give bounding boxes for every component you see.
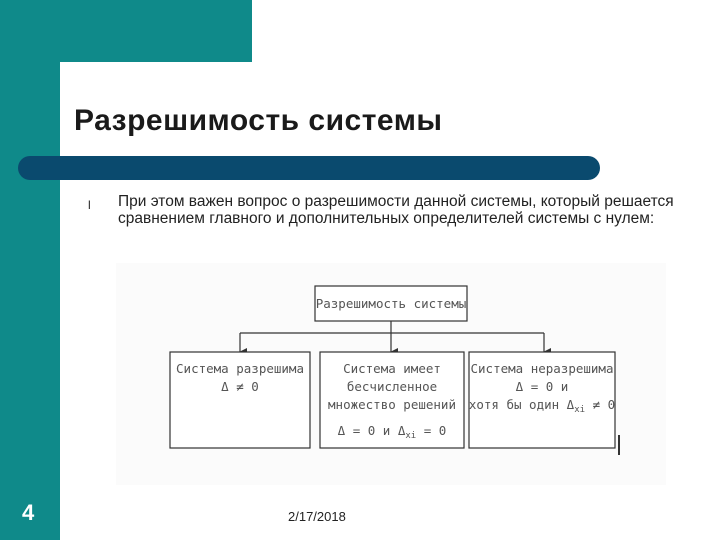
slide-date: 2/17/2018 xyxy=(288,509,346,524)
middle-box-line-4: Δ = 0 и $\Delta_{xi} = 0$ xyxy=(337,423,447,441)
middle-box-line-2: бесчисленное xyxy=(346,379,438,394)
right-box-line-1: Система неразрешима xyxy=(470,361,614,376)
title-underline-bar xyxy=(18,156,600,180)
right-box-line-2: Δ = 0 и xyxy=(515,379,569,394)
slide-title: Разрешимость системы xyxy=(74,104,443,137)
right-box-line-3: хотя бы один $\Delta_{xi} \ne 0$ xyxy=(468,397,616,415)
solvability-diagram xyxy=(116,263,666,485)
root-box-label: Разрешимость системы xyxy=(315,296,467,311)
middle-box-line-1: Система имеет xyxy=(343,361,441,376)
top-accent-block xyxy=(0,0,252,62)
bullet-text: При этом важен вопрос о разрешимости данной системы, который решается сравнением главного и дополнительных определителей системы с нулем: xyxy=(118,193,674,227)
left-box-line-1: Система разрешима xyxy=(176,361,304,376)
left-box-line-2: Δ ≠ 0 xyxy=(221,379,259,394)
bullet-marker: l xyxy=(88,198,91,212)
left-accent-band xyxy=(0,0,60,540)
middle-box-line-3: множество решений xyxy=(328,397,456,412)
slide-number: 4 xyxy=(22,500,35,525)
diagram-svg xyxy=(116,263,666,485)
